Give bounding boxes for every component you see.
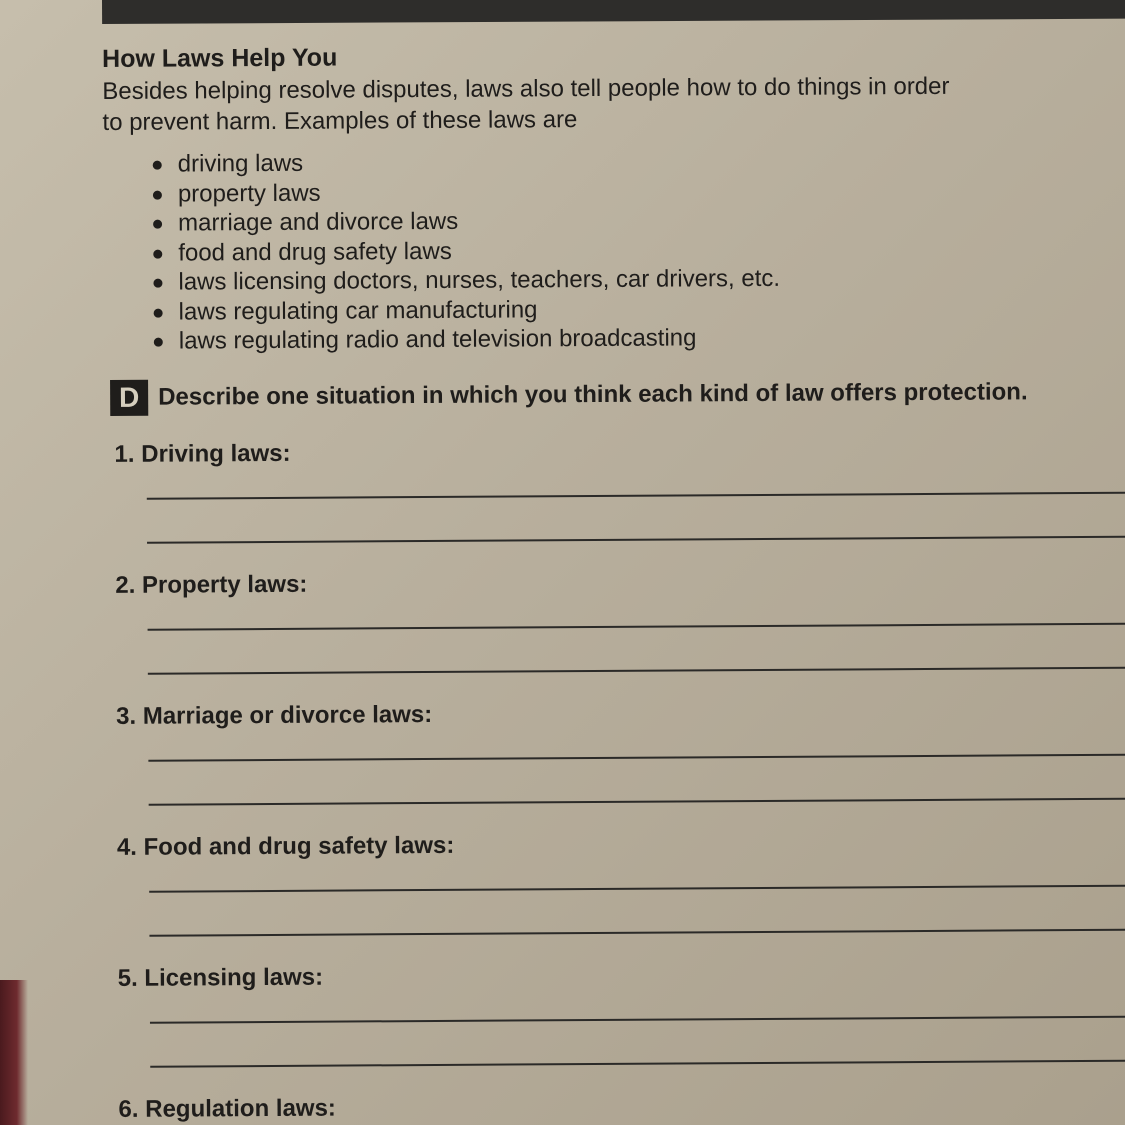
intro-paragraph: Besides helping resolve disputes, laws also tell people how to do things in order to prevent harm. Examples of these laws are bbox=[102, 72, 950, 136]
question-label: 3. Marriage or divorce laws: bbox=[116, 700, 433, 730]
list-item: driving laws bbox=[151, 144, 1103, 179]
list-item: laws regulating car manufacturing bbox=[152, 291, 1104, 326]
examples-list bbox=[151, 144, 1104, 356]
question-label: 4. Food and drug safety laws: bbox=[116, 831, 455, 861]
question-label: 5. Licensing laws: bbox=[117, 963, 324, 992]
activity-header bbox=[110, 373, 1104, 415]
question-label: 1. Driving laws: bbox=[114, 439, 291, 468]
answer-line[interactable] bbox=[150, 1015, 1125, 1023]
page-edge-shadow bbox=[0, 980, 28, 1125]
answer-line[interactable] bbox=[148, 753, 1125, 761]
question-regulation bbox=[118, 1088, 1109, 1125]
header-rule bbox=[102, 0, 1125, 24]
answer-line[interactable] bbox=[149, 797, 1125, 805]
question-marriage-divorce bbox=[116, 695, 1107, 832]
question-label: 6. Regulation laws: bbox=[118, 1094, 336, 1123]
section-title: How Laws Help You bbox=[102, 43, 338, 73]
activity-instruction: Describe one situation in which you think each kind of law offers protection. bbox=[158, 377, 1028, 411]
question-driving bbox=[114, 433, 1105, 570]
answer-line[interactable] bbox=[147, 491, 1125, 499]
answer-line[interactable] bbox=[148, 666, 1125, 674]
question-licensing bbox=[118, 957, 1109, 1094]
answer-line[interactable] bbox=[147, 535, 1125, 543]
activity-badge: D bbox=[110, 379, 148, 415]
list-item: property laws bbox=[151, 173, 1103, 208]
question-label: 2. Property laws: bbox=[115, 570, 308, 599]
answer-line[interactable] bbox=[150, 1059, 1125, 1067]
list-item: marriage and divorce laws bbox=[151, 203, 1103, 238]
answer-line[interactable] bbox=[149, 884, 1125, 892]
questions-list bbox=[114, 433, 1109, 1125]
answer-line[interactable] bbox=[149, 928, 1125, 936]
question-property bbox=[115, 564, 1106, 701]
list-item: laws licensing doctors, nurses, teachers, car drivers, etc. bbox=[151, 262, 1103, 297]
list-item: food and drug safety laws bbox=[151, 232, 1103, 267]
answer-line[interactable] bbox=[148, 622, 1125, 630]
question-food-drug bbox=[117, 826, 1108, 963]
worksheet-content bbox=[102, 38, 1109, 1125]
list-item: laws regulating radio and television broadcasting bbox=[152, 321, 1104, 356]
